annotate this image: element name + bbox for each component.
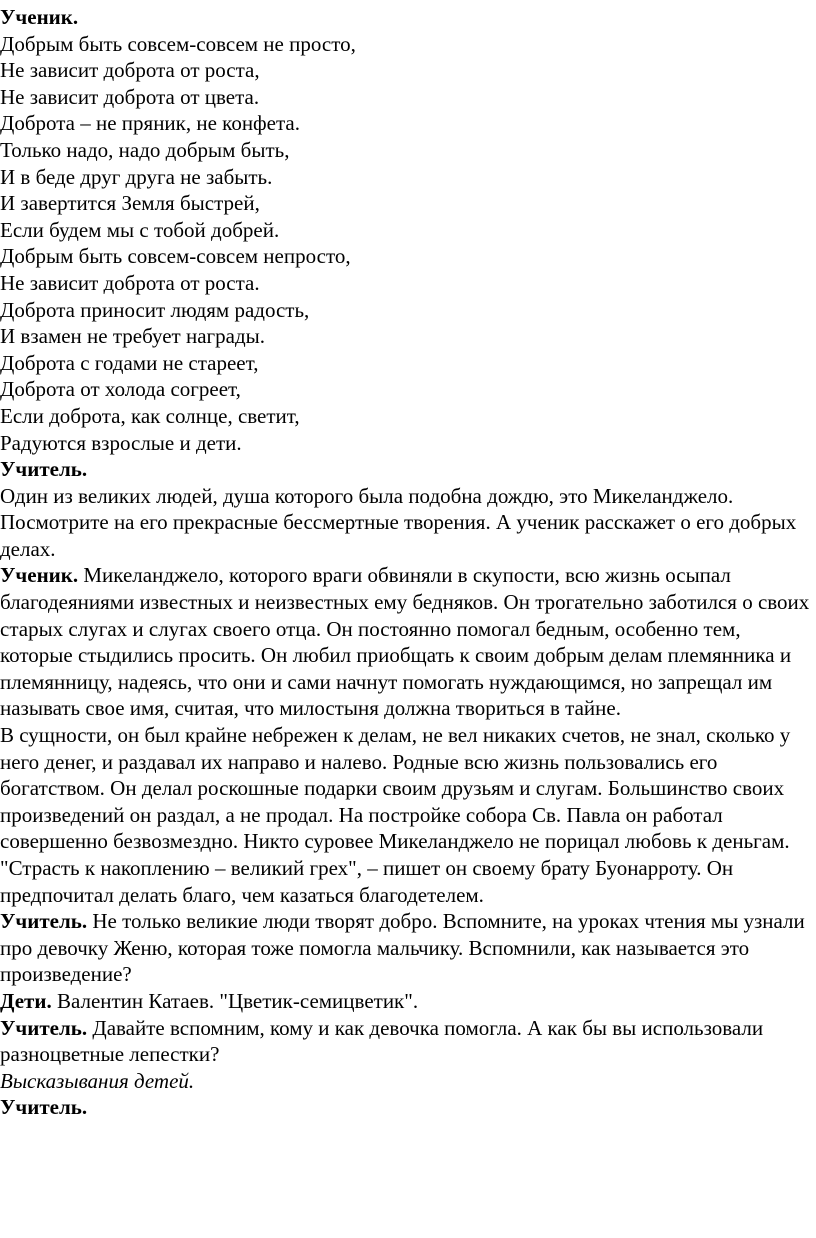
poem-line: И в беде друг друга не забыть. bbox=[0, 164, 273, 189]
dialog-text: Давайте вспомним, кому и как девочка помогла. А как бы вы использовали разноцветные лепестки? bbox=[0, 1015, 764, 1067]
final-speaker: Учитель. bbox=[0, 1095, 88, 1120]
poem-line: Доброта приносит людям радость, bbox=[0, 297, 310, 322]
poem-line: Радуются взрослые и дети. bbox=[0, 430, 242, 455]
poem-line: Добрым быть совсем-совсем непросто, bbox=[0, 244, 351, 269]
dialog-text: Микеланджело, которого враги обвиняли в скупости, всю жизнь осыпал благодеяниями известных и неизвестных ему бедняков. Он трогательно заботился о своих старых слугах и слугах своего отца. Он постоянно помогал бедным, особенно тем, которые стыдились просить. Он любил приобщать к своим добрым делам племянника и племянницу, надеясь, что они и сами начнут помогать нуждающимся, но запрещал им называть свое имя, считая, что милостыня должна твориться в тайне. bbox=[0, 563, 810, 721]
dialog-text: Не только великие люди творят добро. Вспомните, на уроках чтения мы узнали про девочку Женю, которая тоже помогла мальчику. Вспомнили, как называется это произведение? bbox=[0, 909, 805, 987]
dialog-speaker: Дети. bbox=[0, 988, 52, 1013]
dialog-speaker: Учитель. bbox=[0, 1015, 88, 1040]
poem bbox=[0, 31, 816, 457]
poem-line: Не зависит доброта от роста. bbox=[0, 270, 260, 295]
poem-line: И взамен не требует награды. bbox=[0, 324, 266, 349]
dialog-text: Валентин Катаев. "Цветик-семицветик". bbox=[56, 988, 419, 1013]
dialog-speaker: Ученик. bbox=[0, 563, 79, 588]
poem-line: Доброта от холода согреет, bbox=[0, 377, 241, 402]
poem-line: Добрым быть совсем-совсем не просто, bbox=[0, 31, 356, 56]
dialog-speaker: Учитель. bbox=[0, 909, 88, 934]
dialog-paragraph bbox=[0, 908, 816, 988]
poem-line: Если доброта, как солнце, светит, bbox=[0, 403, 300, 428]
poem-line: Доброта – не пряник, не конфета. bbox=[0, 111, 300, 136]
dialog-paragraph: В сущности, он был крайне небрежен к делам, не вел никаких счетов, не знал, сколько у него денег, и раздавал их направо и налево. Родные всю жизнь пользовались его богатством. Он делал роскошные подарки своим друзьям и слугам. Большинство своих произведений он раздал, а не продал. На постройке собора Св. Павла он работал совершенно безвозмездно. Никто суровее Микеланджело не порицал любовь к деньгам. "Страсть к накоплению – великий грех", – пишет он своему брату Буонарроту. Он предпочитал делать благо, чем казаться благодетелем. bbox=[0, 723, 791, 907]
dialog-paragraph: Один из великих людей, душа которого была подобна дождю, это Микеланджело. Посмотрите на его прекрасные бессмертные творения. А ученик расскажет о его добрых делах. bbox=[0, 483, 797, 561]
dialog-speaker: Учитель. bbox=[0, 457, 88, 482]
dialog-paragraph bbox=[0, 1015, 816, 1068]
poem-line: Не зависит доброта от цвета. bbox=[0, 84, 260, 109]
poem-line: Только надо, надо добрым быть, bbox=[0, 137, 290, 162]
poem-line: И завертится Земля быстрей, bbox=[0, 191, 260, 216]
stage-remark: Высказывания детей. bbox=[0, 1068, 195, 1093]
dialog-paragraph bbox=[0, 988, 816, 1015]
poem-speaker: Ученик. bbox=[0, 5, 79, 29]
dialog-paragraph bbox=[0, 562, 816, 722]
poem-line: Если будем мы с тобой добрей. bbox=[0, 217, 280, 242]
poem-line: Не зависит доброта от роста, bbox=[0, 58, 260, 83]
poem-line: Доброта с годами не стареет, bbox=[0, 350, 259, 375]
